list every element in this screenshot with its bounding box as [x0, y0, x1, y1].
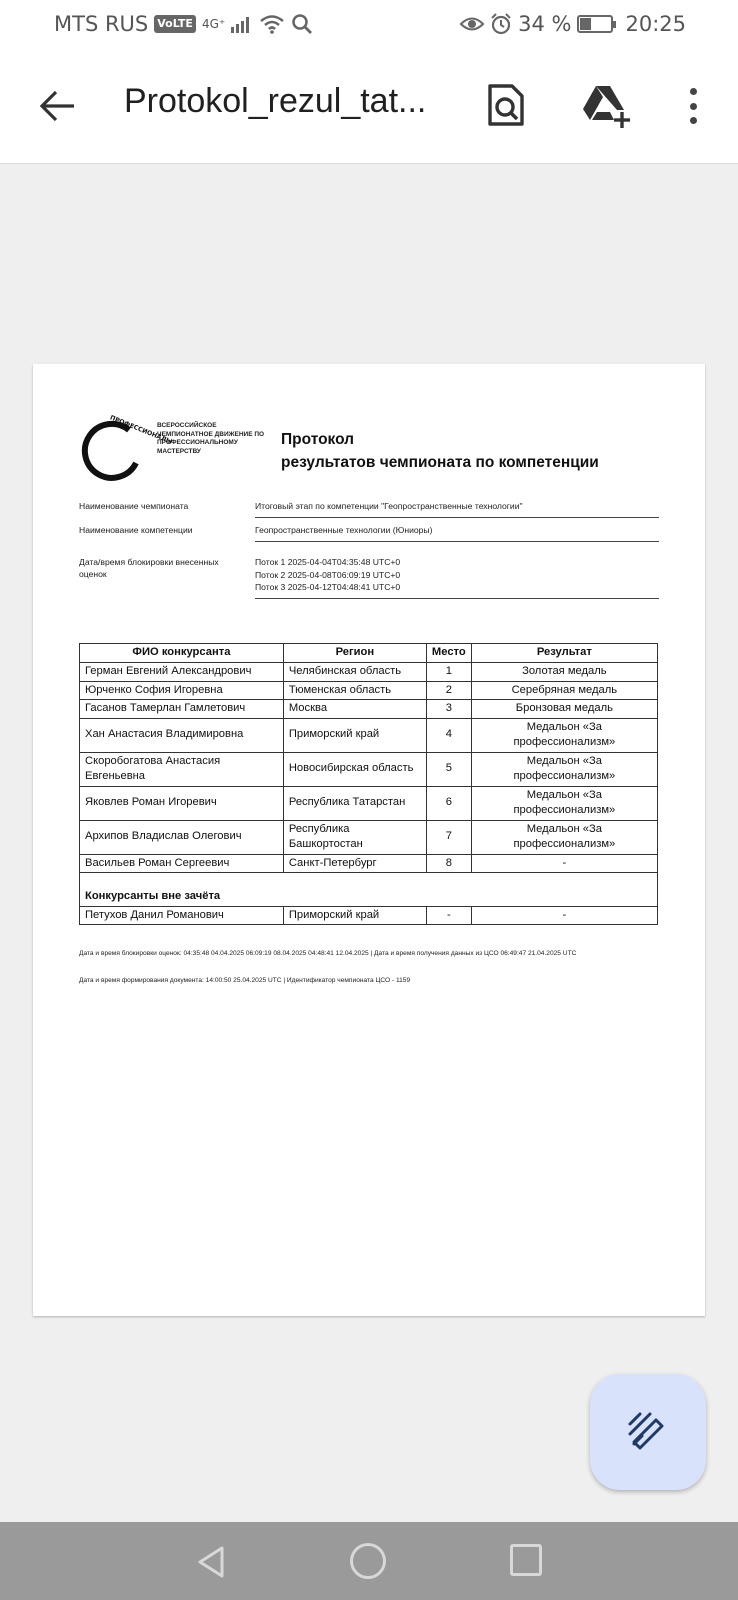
document-page: [33, 364, 705, 1316]
status-right: [460, 12, 686, 36]
header-place: Место: [426, 644, 471, 663]
arrow-left-icon[interactable]: [36, 84, 80, 128]
more-dot: [690, 88, 697, 95]
network-type: 4G⁺: [201, 17, 226, 31]
table-row: [80, 820, 658, 854]
out-of-competition-heading: Конкурсанты вне зачёта: [85, 890, 221, 902]
cell-region: Республика Татарстан: [283, 786, 426, 820]
cell-place: 8: [426, 854, 471, 873]
edit-fab[interactable]: [590, 1374, 706, 1490]
cell-place: 6: [426, 786, 471, 820]
competence-value: Геопространственные технологии (Юниоры): [255, 524, 659, 542]
cell-name: Скоробогатова Анастасия Евгеньевна: [80, 752, 284, 786]
doc-search-icon[interactable]: [484, 82, 530, 128]
cell-name: Герман Евгений Александрович: [80, 663, 284, 682]
carrier-label: MTS RUS: [54, 12, 149, 36]
more-dot: [690, 103, 697, 110]
cell-region: Новосибирская область: [283, 752, 426, 786]
system-nav-bar: [0, 1522, 738, 1600]
battery-percent: 34 %: [518, 12, 572, 36]
results-table: [79, 643, 658, 925]
wifi-icon: [259, 14, 285, 34]
lock-stream-1: Поток 1 2025-04-04T04:35:48 UTC+0: [255, 557, 401, 567]
cell-place: 5: [426, 752, 471, 786]
cell-result: -: [471, 854, 657, 873]
cell-result: Медальон «За профессионализм»: [471, 786, 657, 820]
cell-result: Медальон «За профессионализм»: [471, 820, 657, 854]
app-bar: [0, 52, 738, 164]
logo-caption: ВСЕРОССИЙСКОЕ ЧЕМПИОНАТНОЕ ДВИЖЕНИЕ ПО ПРОФЕССИОНАЛЬНОМУ МАСТЕРСТВУ: [157, 422, 265, 455]
clock-time: 20:25: [625, 12, 686, 36]
table-row: [80, 906, 658, 925]
cell-name: Юрченко София Игоревна: [80, 681, 284, 700]
header-name: ФИО конкурсанта: [80, 644, 284, 663]
table-row: [80, 752, 658, 786]
table-row: [80, 663, 658, 682]
more-dot: [690, 117, 697, 124]
cell-result: Медальон «За профессионализм»: [471, 752, 657, 786]
cell-region: Приморский край: [283, 906, 426, 925]
cell-region: Челябинская область: [283, 663, 426, 682]
table-row: [80, 786, 658, 820]
footer-generation-info: Дата и время формирования документа: 14:00:50 25.04.2025 UTC | Идентификатор чемпионата ЦСО - 1159: [79, 977, 411, 984]
lock-values: [255, 556, 659, 599]
volte-badge: VoLTE: [154, 15, 196, 33]
search-icon: [291, 13, 313, 35]
header-region: Регион: [283, 644, 426, 663]
lock-stream-2: Поток 2 2025-04-08T06:09:19 UTC+0: [255, 569, 401, 580]
heading-line-1: Протокол: [281, 431, 355, 448]
cell-place: 1: [426, 663, 471, 682]
cell-place: 2: [426, 681, 471, 700]
cell-result: -: [471, 906, 657, 925]
cell-result: Серебряная медаль: [471, 681, 657, 700]
cell-place: 4: [426, 718, 471, 752]
cell-place: 7: [426, 820, 471, 854]
cell-name: Гасанов Тамерлан Гамлетович: [80, 700, 284, 719]
cell-place: -: [426, 906, 471, 925]
cell-place: 3: [426, 700, 471, 719]
table-row: [80, 681, 658, 700]
championship-value: Итоговый этап по компетенции "Геопространственные технологии": [255, 500, 659, 518]
cell-region: Республика Башкортостан: [283, 820, 426, 854]
nav-home-icon[interactable]: [350, 1543, 386, 1579]
table-section-row: [80, 873, 658, 907]
nav-recents-icon[interactable]: [510, 1544, 542, 1576]
competence-label: Наименование компетенции: [79, 525, 193, 535]
cell-result: Золотая медаль: [471, 663, 657, 682]
cell-name: Петухов Данил Романович: [80, 906, 284, 925]
table-row: [80, 700, 658, 719]
cell-name: Васильев Роман Сергеевич: [80, 854, 284, 873]
table-row: [80, 854, 658, 873]
cell-region: Москва: [283, 700, 426, 719]
table-header-row: [80, 644, 658, 663]
professionaly-logo: [79, 414, 174, 486]
alarm-icon: [490, 13, 512, 35]
status-left: [54, 12, 313, 36]
signal-icon: [231, 15, 253, 33]
cell-name: Архипов Владислав Олегович: [80, 820, 284, 854]
svg-text:ПРОФЕССИОНАЛЫ: ПРОФЕССИОНАЛЫ: [108, 414, 174, 446]
cell-name: Яковлев Роман Игоревич: [80, 786, 284, 820]
cell-result: Медальон «За профессионализм»: [471, 718, 657, 752]
cell-region: Приморский край: [283, 718, 426, 752]
more-vert-icon[interactable]: [680, 84, 706, 128]
cell-result: Бронзовая медаль: [471, 700, 657, 719]
document-title: Protokol_rezul_tat...: [124, 82, 427, 120]
cell-region: Тюменская область: [283, 681, 426, 700]
cell-name: Хан Анастасия Владимировна: [80, 718, 284, 752]
eye-comfort-icon: [460, 15, 484, 33]
drive-add-icon[interactable]: [580, 82, 632, 128]
heading-line-2: результатов чемпионата по компетенции: [281, 454, 599, 471]
nav-back-icon[interactable]: [194, 1544, 230, 1580]
championship-label: Наименование чемпионата: [79, 501, 189, 511]
table-row: [80, 718, 658, 752]
cell-region: Санкт-Петербург: [283, 854, 426, 873]
header-result: Результат: [471, 644, 657, 663]
lock-stream-3: Поток 3 2025-04-12T04:48:41 UTC+0: [255, 582, 401, 592]
edit-pen-icon: [626, 1410, 670, 1454]
footer-lock-info: Дата и время блокировки оценок: 04:35:48 04.04.2025 06:09:19 08.04.2025 04:48:41 12.04.2025 | Дата и время получения данных из ЦСО 06:49:47 21.04.2025 UTC: [79, 950, 577, 957]
status-bar: [0, 0, 738, 52]
out-of-competition-cell: [80, 873, 658, 907]
protocol-heading: [281, 428, 599, 474]
lock-label: Дата/время блокировки внесенных оценок: [79, 557, 219, 579]
battery-icon: [577, 15, 613, 33]
